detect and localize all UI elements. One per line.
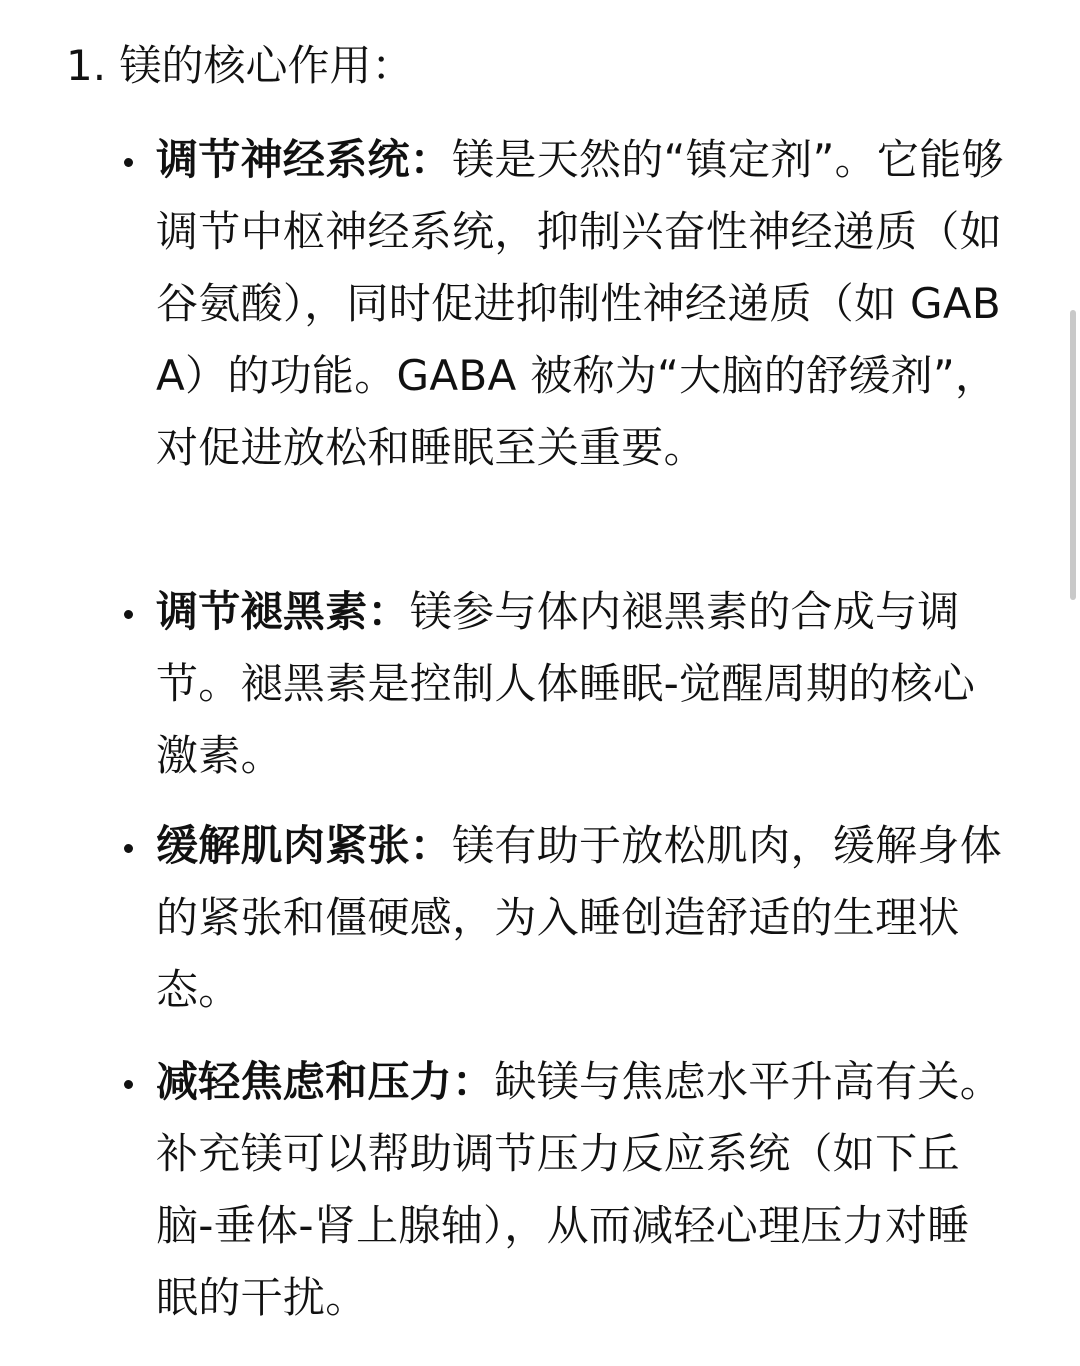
list-item-text [156, 1046, 1011, 1334]
list-item-text [156, 810, 1011, 1026]
heading-text: 镁的核心作用： [119, 41, 414, 90]
list-item-text [156, 576, 1011, 792]
list-item-term: 减轻焦虑和压力： [156, 1057, 495, 1106]
list-item-term: 调节神经系统： [156, 135, 453, 184]
list-item-body: 镁有助于放松肌肉，缓解身体的紧张和僵硬感，为入睡创造舒适的生理状态。 [156, 821, 1003, 1014]
bullet-icon [124, 610, 133, 619]
list-item-term: 缓解肌肉紧张： [156, 821, 453, 870]
list-item-term: 调节褪黑素： [156, 587, 410, 636]
section-heading [66, 38, 413, 94]
heading-number: 1. [66, 41, 107, 90]
bullet-icon [124, 158, 133, 167]
list-item-body: 镁是天然的“镇定剂”。它能够调节中枢神经系统，抑制兴奋性神经递质（如谷氨酸），同时促进抑制性神经递质（如 GABA）的功能。GABA 被称为“大脑的舒缓剂”，对促进放松和睡眠至关重要。 [156, 135, 1004, 472]
list-item-text [156, 124, 1011, 484]
scrollbar[interactable] [1070, 310, 1076, 600]
list-item-body: 缺镁与焦虑水平升高有关。补充镁可以帮助调节压力反应系统（如下丘脑-垂体-肾上腺轴），从而减轻心理压力对睡眠的干扰。 [156, 1057, 1003, 1322]
bullet-icon [124, 844, 133, 853]
list-item-body: 镁参与体内褪黑素的合成与调节。褪黑素是控制人体睡眠-觉醒周期的核心激素。 [156, 587, 976, 780]
bullet-icon [124, 1080, 133, 1089]
